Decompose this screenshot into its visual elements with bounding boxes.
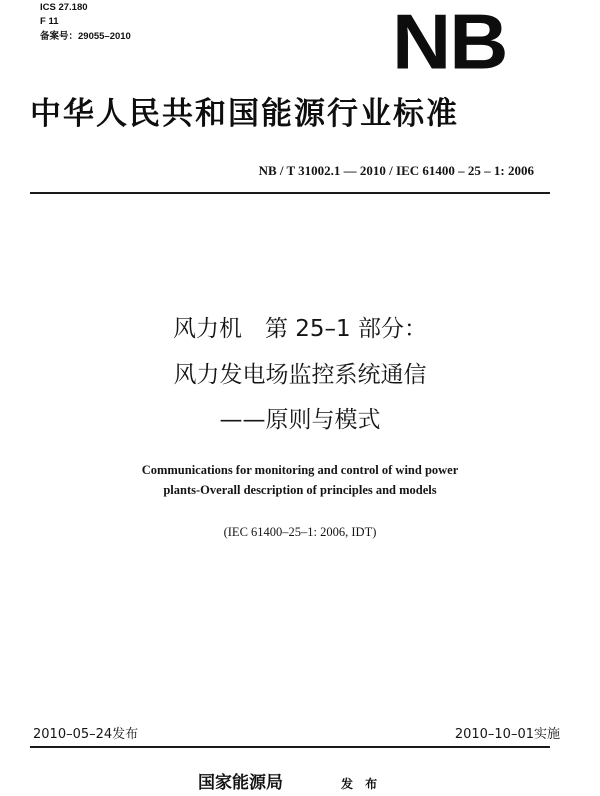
filing-number: 备案号：29055–2010 [40, 31, 131, 42]
title-en-line-1: Communications for monitoring and control of wind power [141, 463, 459, 477]
footer-divider [30, 746, 550, 748]
nb-logo: NB [392, 0, 507, 86]
header-divider [30, 192, 550, 194]
org-title: 中华人民共和国能源行业标准 [30, 96, 459, 132]
implementation-date: 2010–10–01实施 [454, 727, 560, 742]
publisher-suffix: 发 布 [341, 777, 382, 791]
title-zh-line-2: 风力发电场监控系统通信 [173, 362, 427, 388]
ics-code: ICS 27.180 [40, 2, 88, 13]
standard-number: NB / T 31002.1 — 2010 / IEC 61400 – 25 – 1: 2006 [258, 163, 534, 178]
publisher-name: 国家能源局 [198, 773, 283, 793]
equivalence-note: (IEC 61400–25–1: 2006, IDT) [223, 525, 377, 539]
classification-code: F 11 [40, 16, 59, 27]
title-zh-line-3: ——原则与模式 [219, 407, 381, 433]
title-en-line-2: plants-Overall description of principles and models [163, 483, 437, 497]
issue-date: 2010–05–24发布 [33, 727, 139, 742]
title-zh-line-1: 风力机 第 25–1 部分： [172, 316, 428, 342]
